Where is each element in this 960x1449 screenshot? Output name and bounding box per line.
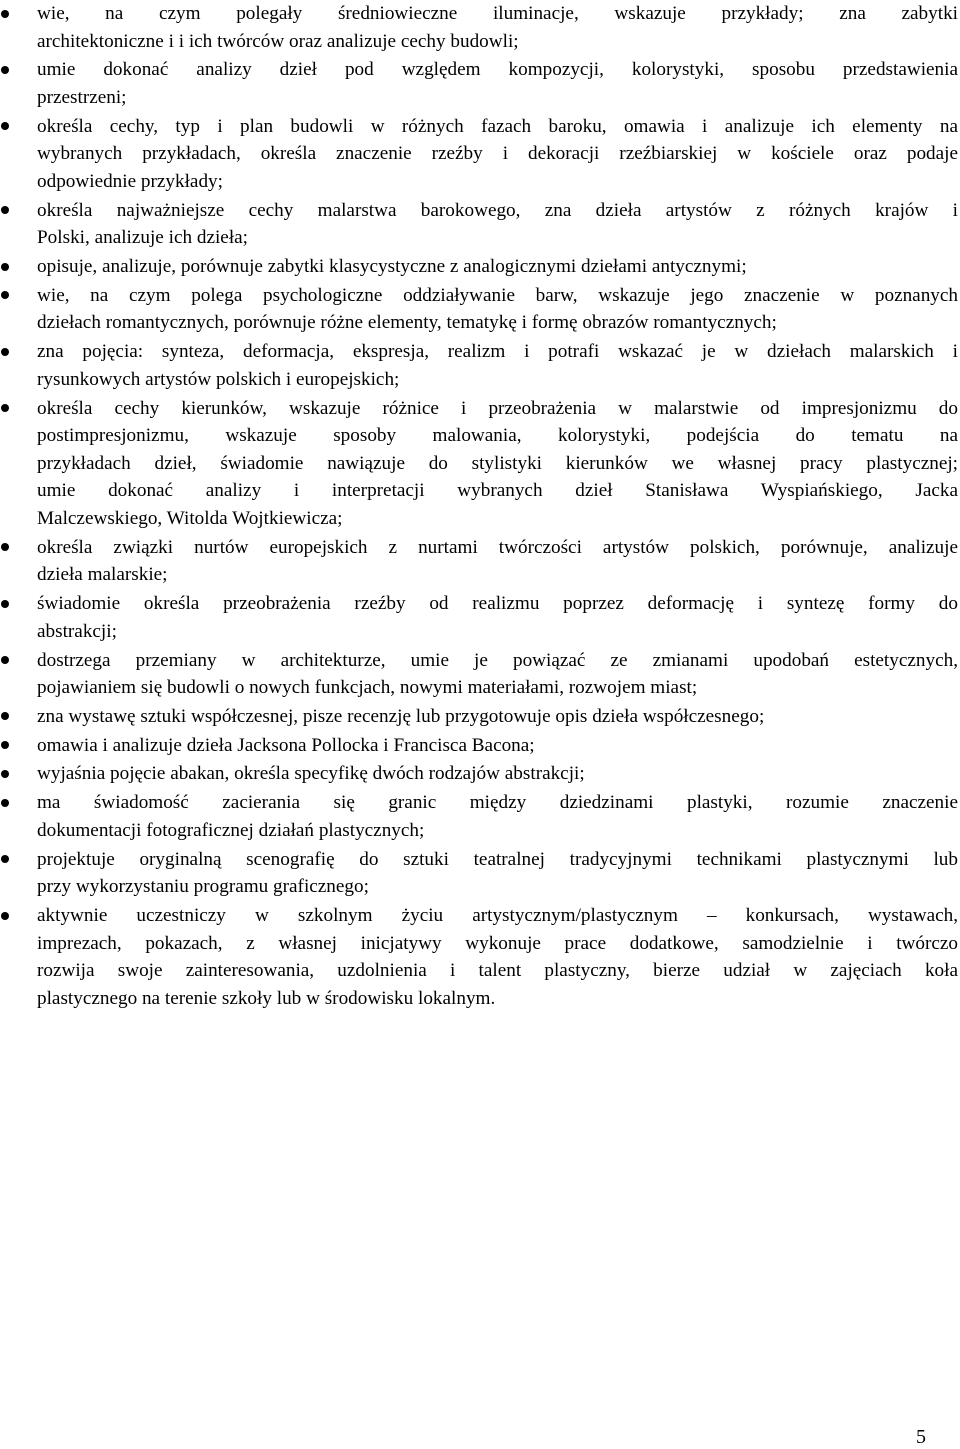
text-line: postimpresjonizmu, wskazuje sposoby malowania, kolorystyki, podejścia do tematu na bbox=[37, 425, 958, 447]
list-item-text bbox=[37, 253, 958, 281]
list-item-text bbox=[37, 760, 958, 788]
bullet-icon bbox=[1, 741, 9, 749]
text-line: przy wykorzystaniu programu graficznego; bbox=[37, 876, 369, 898]
text-line: zna wystawę sztuki współczesnej, pisze recenzję lub przygotowuje opis dzieła współczesnego; bbox=[37, 705, 765, 727]
list-item bbox=[0, 282, 958, 337]
bullet-icon bbox=[1, 348, 9, 356]
text-line: dziełach romantycznych, porównuje różne elementy, tematykę i formę obrazów romantycznych; bbox=[37, 312, 777, 334]
text-line: architektoniczne i i ich twórców oraz analizuje cechy budowli; bbox=[37, 30, 519, 52]
list-item-text bbox=[37, 113, 958, 196]
list-item-text bbox=[37, 846, 958, 901]
bullet-icon bbox=[1, 263, 9, 271]
bullet-icon bbox=[1, 912, 9, 920]
bullet-icon bbox=[1, 855, 9, 863]
bullet-icon bbox=[1, 600, 9, 608]
text-line: abstrakcji; bbox=[37, 620, 117, 642]
text-line: pojawianiem się budowli o nowych funkcjach, nowymi materiałami, rozwojem miast; bbox=[37, 677, 698, 699]
text-line: umie dokonać analizy i interpretacji wybranych dzieł Stanisława Wyspiańskiego, Jacka bbox=[37, 480, 958, 502]
bullet-icon bbox=[1, 66, 9, 74]
list-item-text bbox=[37, 282, 958, 337]
text-line: omawia i analizuje dzieła Jacksona Pollocka i Francisca Bacona; bbox=[37, 734, 535, 756]
list-item-text bbox=[37, 703, 958, 731]
text-line: Malczewskiego, Witolda Wojtkiewicza; bbox=[37, 508, 343, 529]
list-item-text bbox=[37, 0, 958, 55]
text-line: odpowiednie przykłady; bbox=[37, 170, 223, 192]
list-item-text bbox=[37, 338, 958, 393]
text-line: plastycznego na terenie szkoły lub w środowisku lokalnym. bbox=[37, 987, 496, 1009]
text-line: wie, na czym polegały średniowieczne iluminacje, wskazuje przykłady; zna zabytki bbox=[37, 3, 958, 24]
list-item bbox=[0, 197, 958, 252]
bullet-icon bbox=[1, 656, 9, 664]
list-item-text bbox=[37, 732, 958, 760]
list-item bbox=[0, 902, 958, 1012]
list-item bbox=[0, 56, 958, 111]
list-item bbox=[0, 338, 958, 393]
text-line: Polski, analizuje ich dzieła; bbox=[37, 227, 248, 249]
text-line: rysunkowych artystów polskich i europejskich; bbox=[37, 368, 400, 390]
list-item-text bbox=[37, 197, 958, 252]
list-item bbox=[0, 789, 958, 844]
list-item bbox=[0, 732, 958, 760]
bullet-icon bbox=[1, 712, 9, 720]
text-line: zna pojęcia: synteza, deformacja, ekspresja, realizm i potrafi wskazać je w dziełach malarskich i bbox=[37, 341, 958, 363]
list-item-text bbox=[37, 56, 958, 111]
text-line: określa najważniejsze cechy malarstwa barokowego, zna dzieła artystów z różnych krajów i bbox=[37, 199, 958, 221]
bullet-icon bbox=[1, 122, 9, 130]
bullet-icon bbox=[1, 770, 9, 778]
list-item bbox=[0, 395, 958, 533]
bullet-icon bbox=[1, 291, 9, 299]
list-item-text bbox=[37, 902, 958, 1012]
text-line: dzieła malarskie; bbox=[37, 564, 168, 586]
text-line: określa związki nurtów europejskich z nurtami twórczości artystów polskich, porównuje, analizuje bbox=[37, 536, 958, 558]
text-line: wyjaśnia pojęcie abakan, określa specyfikę dwóch rodzajów abstrakcji; bbox=[37, 763, 585, 785]
list-item bbox=[0, 590, 958, 645]
list-item bbox=[0, 846, 958, 901]
bullet-icon bbox=[1, 206, 9, 214]
bullet-icon bbox=[1, 404, 9, 412]
text-line: opisuje, analizuje, porównuje zabytki klasycystyczne z analogicznymi dziełami antycznymi; bbox=[37, 256, 747, 278]
list-item-text bbox=[37, 395, 958, 533]
list-item bbox=[0, 703, 958, 731]
list-item-text bbox=[37, 789, 958, 844]
text-line: przestrzeni; bbox=[37, 86, 127, 108]
text-line: wie, na czym polega psychologiczne oddziaływanie barw, wskazuje jego znaczenie w poznanych bbox=[37, 284, 958, 306]
page-number: 5 bbox=[916, 1426, 926, 1448]
text-line: wybranych przykładach, określa znaczenie rzeźby i dekoracji rzeźbiarskiej w kościele oraz podaje bbox=[37, 143, 958, 165]
text-line: przykładach dzieł, świadomie nawiązuje do stylistyki kierunków we własnej pracy plastycznej; bbox=[37, 452, 958, 474]
text-line: określa cechy, typ i plan budowli w różnych fazach baroku, omawia i analizuje ich elementy na bbox=[37, 115, 958, 137]
text-line: umie dokonać analizy dzieł pod względem kompozycji, kolorystyki, sposobu przedstawienia bbox=[37, 59, 958, 81]
text-line: określa cechy kierunków, wskazuje różnice i przeobrażenia w malarstwie od impresjonizmu do bbox=[37, 397, 958, 419]
text-line: projektuje oryginalną scenografię do sztuki teatralnej tradycyjnymi technikami plastycznymi lub bbox=[37, 848, 958, 870]
text-line: imprezach, pokazach, z własnej inicjatywy wykonuje prace dodatkowe, samodzielnie i twórczo bbox=[37, 932, 958, 954]
text-line: rozwija swoje zainteresowania, uzdolnienia i talent plastyczny, bierze udział w zajęciach koła bbox=[37, 960, 958, 982]
list-item bbox=[0, 760, 958, 788]
text-line: świadomie określa przeobrażenia rzeźby od realizmu poprzez deformację i syntezę formy do bbox=[37, 593, 958, 615]
list-item bbox=[0, 534, 958, 589]
bullet-icon bbox=[1, 543, 9, 551]
bullet-icon bbox=[1, 10, 9, 18]
list-item bbox=[0, 0, 958, 55]
list-item bbox=[0, 113, 958, 196]
text-line: aktywnie uczestniczy w szkolnym życiu artystycznym/plastycznym – konkursach, wystawach, bbox=[37, 905, 958, 926]
list-item bbox=[0, 253, 958, 281]
text-line: dokumentacji fotograficznej działań plastycznych; bbox=[37, 819, 425, 841]
bullet-icon bbox=[1, 799, 9, 807]
list-item bbox=[0, 647, 958, 702]
list-item-text bbox=[37, 534, 958, 589]
list-item-text bbox=[37, 590, 958, 645]
text-line: ma świadomość zacierania się granic między dziedzinami plastyki, rozumie znaczenie bbox=[37, 792, 958, 814]
text-line: dostrzega przemiany w architekturze, umie je powiązać ze zmianami upodobań estetycznych, bbox=[37, 649, 958, 671]
list-item-text bbox=[37, 647, 958, 702]
